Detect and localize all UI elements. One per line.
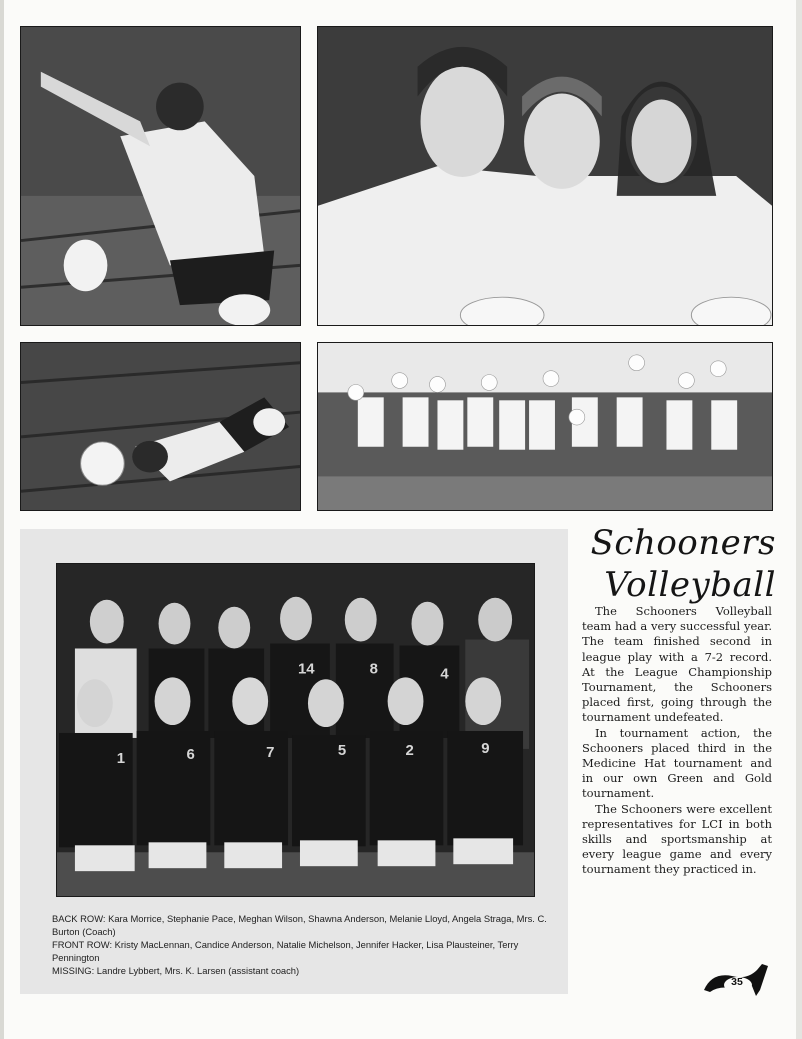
jersey-number-front-1: 1	[116, 749, 126, 767]
story-text	[582, 604, 772, 878]
caption-missing: MISSING: Landre Lybbert, Mrs. K. Larsen (assistant coach)	[52, 965, 300, 976]
page-title	[576, 522, 776, 606]
jersey-number-back-1: 14	[297, 660, 315, 678]
jersey-number-front-2: 6	[186, 745, 195, 763]
jersey-number-front-5: 2	[405, 741, 414, 759]
photo-team-portrait	[56, 563, 535, 897]
jersey-number-back-2: 8	[369, 660, 378, 678]
photo-three-players	[317, 26, 773, 326]
photo-player-diving	[20, 342, 301, 511]
story-paragraph: The Schooners Volleyball team had a very successful year. The team finished second in league play with a 7-2 record. At the League Championship Tournament, the Schooners placed first, going through the tournament undefeated.	[582, 604, 772, 725]
title-line-2: Volleyball	[604, 565, 776, 605]
page-number: 35	[731, 976, 743, 988]
story-paragraph: The Schooners were excellent representatives for LCI in both skills and sportsmanship at every league game and every tournament they practiced in.	[582, 801, 772, 877]
caption-front-row: FRONT ROW: Kristy MacLennan, Candice Anderson, Natalie Michelson, Jennifer Hacker, Lisa Plausteiner, Terry Pennington	[52, 939, 519, 963]
photo-player-bumping	[20, 26, 301, 326]
jersey-number-front-3: 7	[266, 743, 275, 761]
caption-back-row: BACK ROW: Kara Morrice, Stephanie Pace, Meghan Wilson, Shawna Anderson, Melanie Lloyd, Angela Straga, Mrs. C. Burton (Coach)	[52, 913, 547, 937]
jersey-number-back-3: 4	[440, 665, 449, 683]
team-caption	[52, 912, 552, 977]
jersey-number-front-4: 5	[337, 741, 347, 759]
story-paragraph: In tournament action, the Schooners placed third in the Medicine Hat tournament and in our own Green and Gold tournament.	[582, 725, 772, 801]
jersey-number-front-6: 9	[481, 739, 490, 757]
photo-team-warmup	[317, 342, 773, 511]
title-line-1: Schooners	[590, 523, 776, 563]
